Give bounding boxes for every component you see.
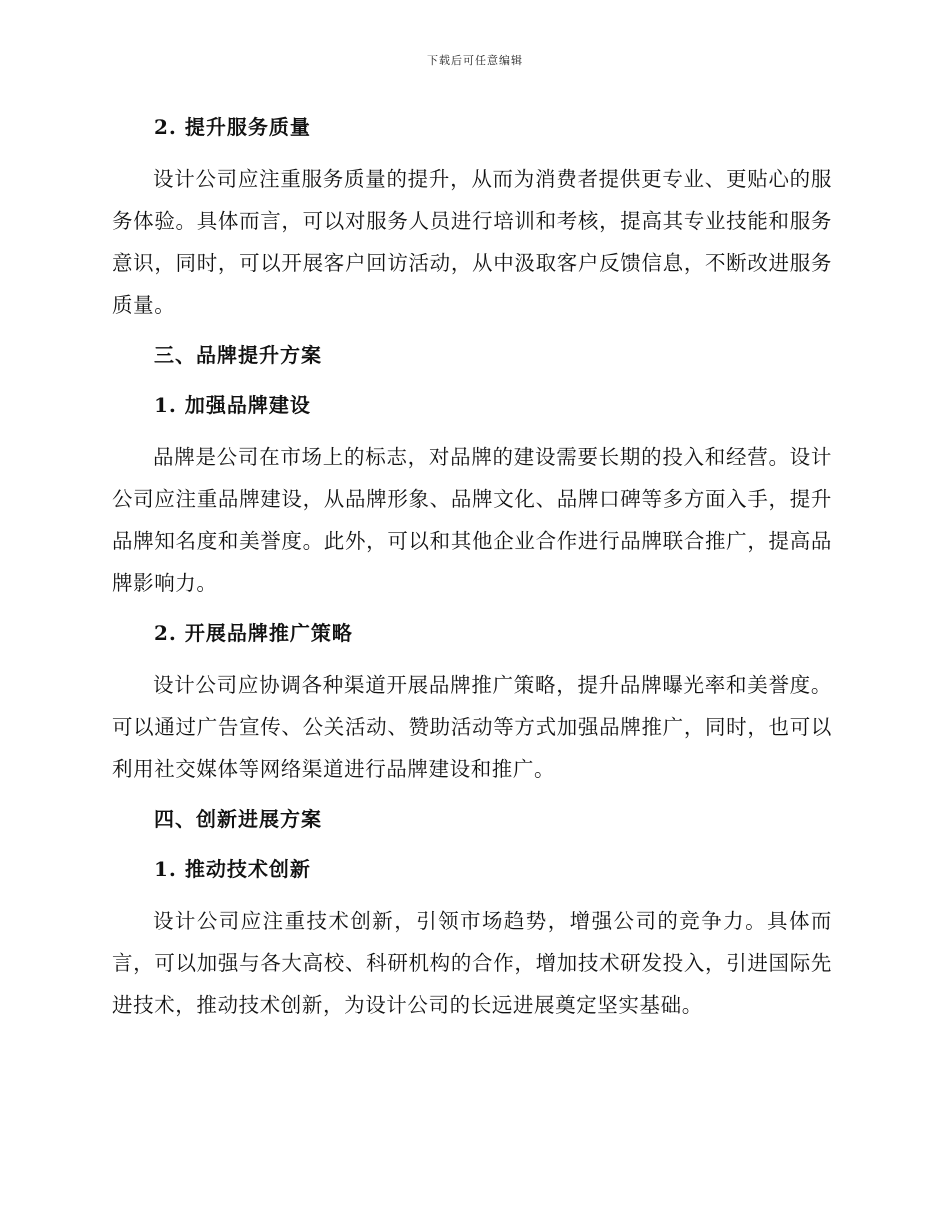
section-heading: 2. 开展品牌推广策略	[154, 621, 353, 645]
section-paragraph: 设计公司应协调各种渠道开展品牌推广策略，提升品牌曝光率和美誉度。可以通过广告宣传、公关活动、赞助活动等方式加强品牌推广，同时，也可以利用社交媒体等网络渠道进行品牌建设和推广。	[112, 673, 832, 781]
section-heading: 1. 推动技术创新	[154, 857, 311, 881]
section-paragraph: 品牌是公司在市场上的标志，对品牌的建设需要长期的投入和经营。设计公司应注重品牌建设，从品牌形象、品牌文化、品牌口碑等多方面入手，提升品牌知名度和美誉度。此外，可以和其他企业合作进行品牌联合推广，提高品牌影响力。	[112, 445, 832, 595]
section-paragraph: 设计公司应注重技术创新，引领市场趋势，增强公司的竞争力。具体而言，可以加强与各大高校、科研机构的合作，增加技术研发投入，引进国际先进技术，推动技术创新，为设计公司的长远进展奠定坚实基础。	[112, 909, 832, 1017]
chapter-heading: 四、创新进展方案	[154, 807, 322, 831]
page-header: 下载后可任意编辑	[427, 54, 523, 67]
section-heading: 2. 提升服务质量	[154, 115, 311, 139]
chapter-heading: 三、品牌提升方案	[154, 343, 322, 367]
section-paragraph: 设计公司应注重服务质量的提升，从而为消费者提供更专业、更贴心的服务体验。具体而言，可以对服务人员进行培训和考核，提高其专业技能和服务意识，同时，可以开展客户回访活动，从中汲取客户反馈信息，不断改进服务质量。	[112, 167, 832, 317]
section-heading: 1. 加强品牌建设	[154, 393, 311, 417]
document-body	[112, 106, 832, 1032]
